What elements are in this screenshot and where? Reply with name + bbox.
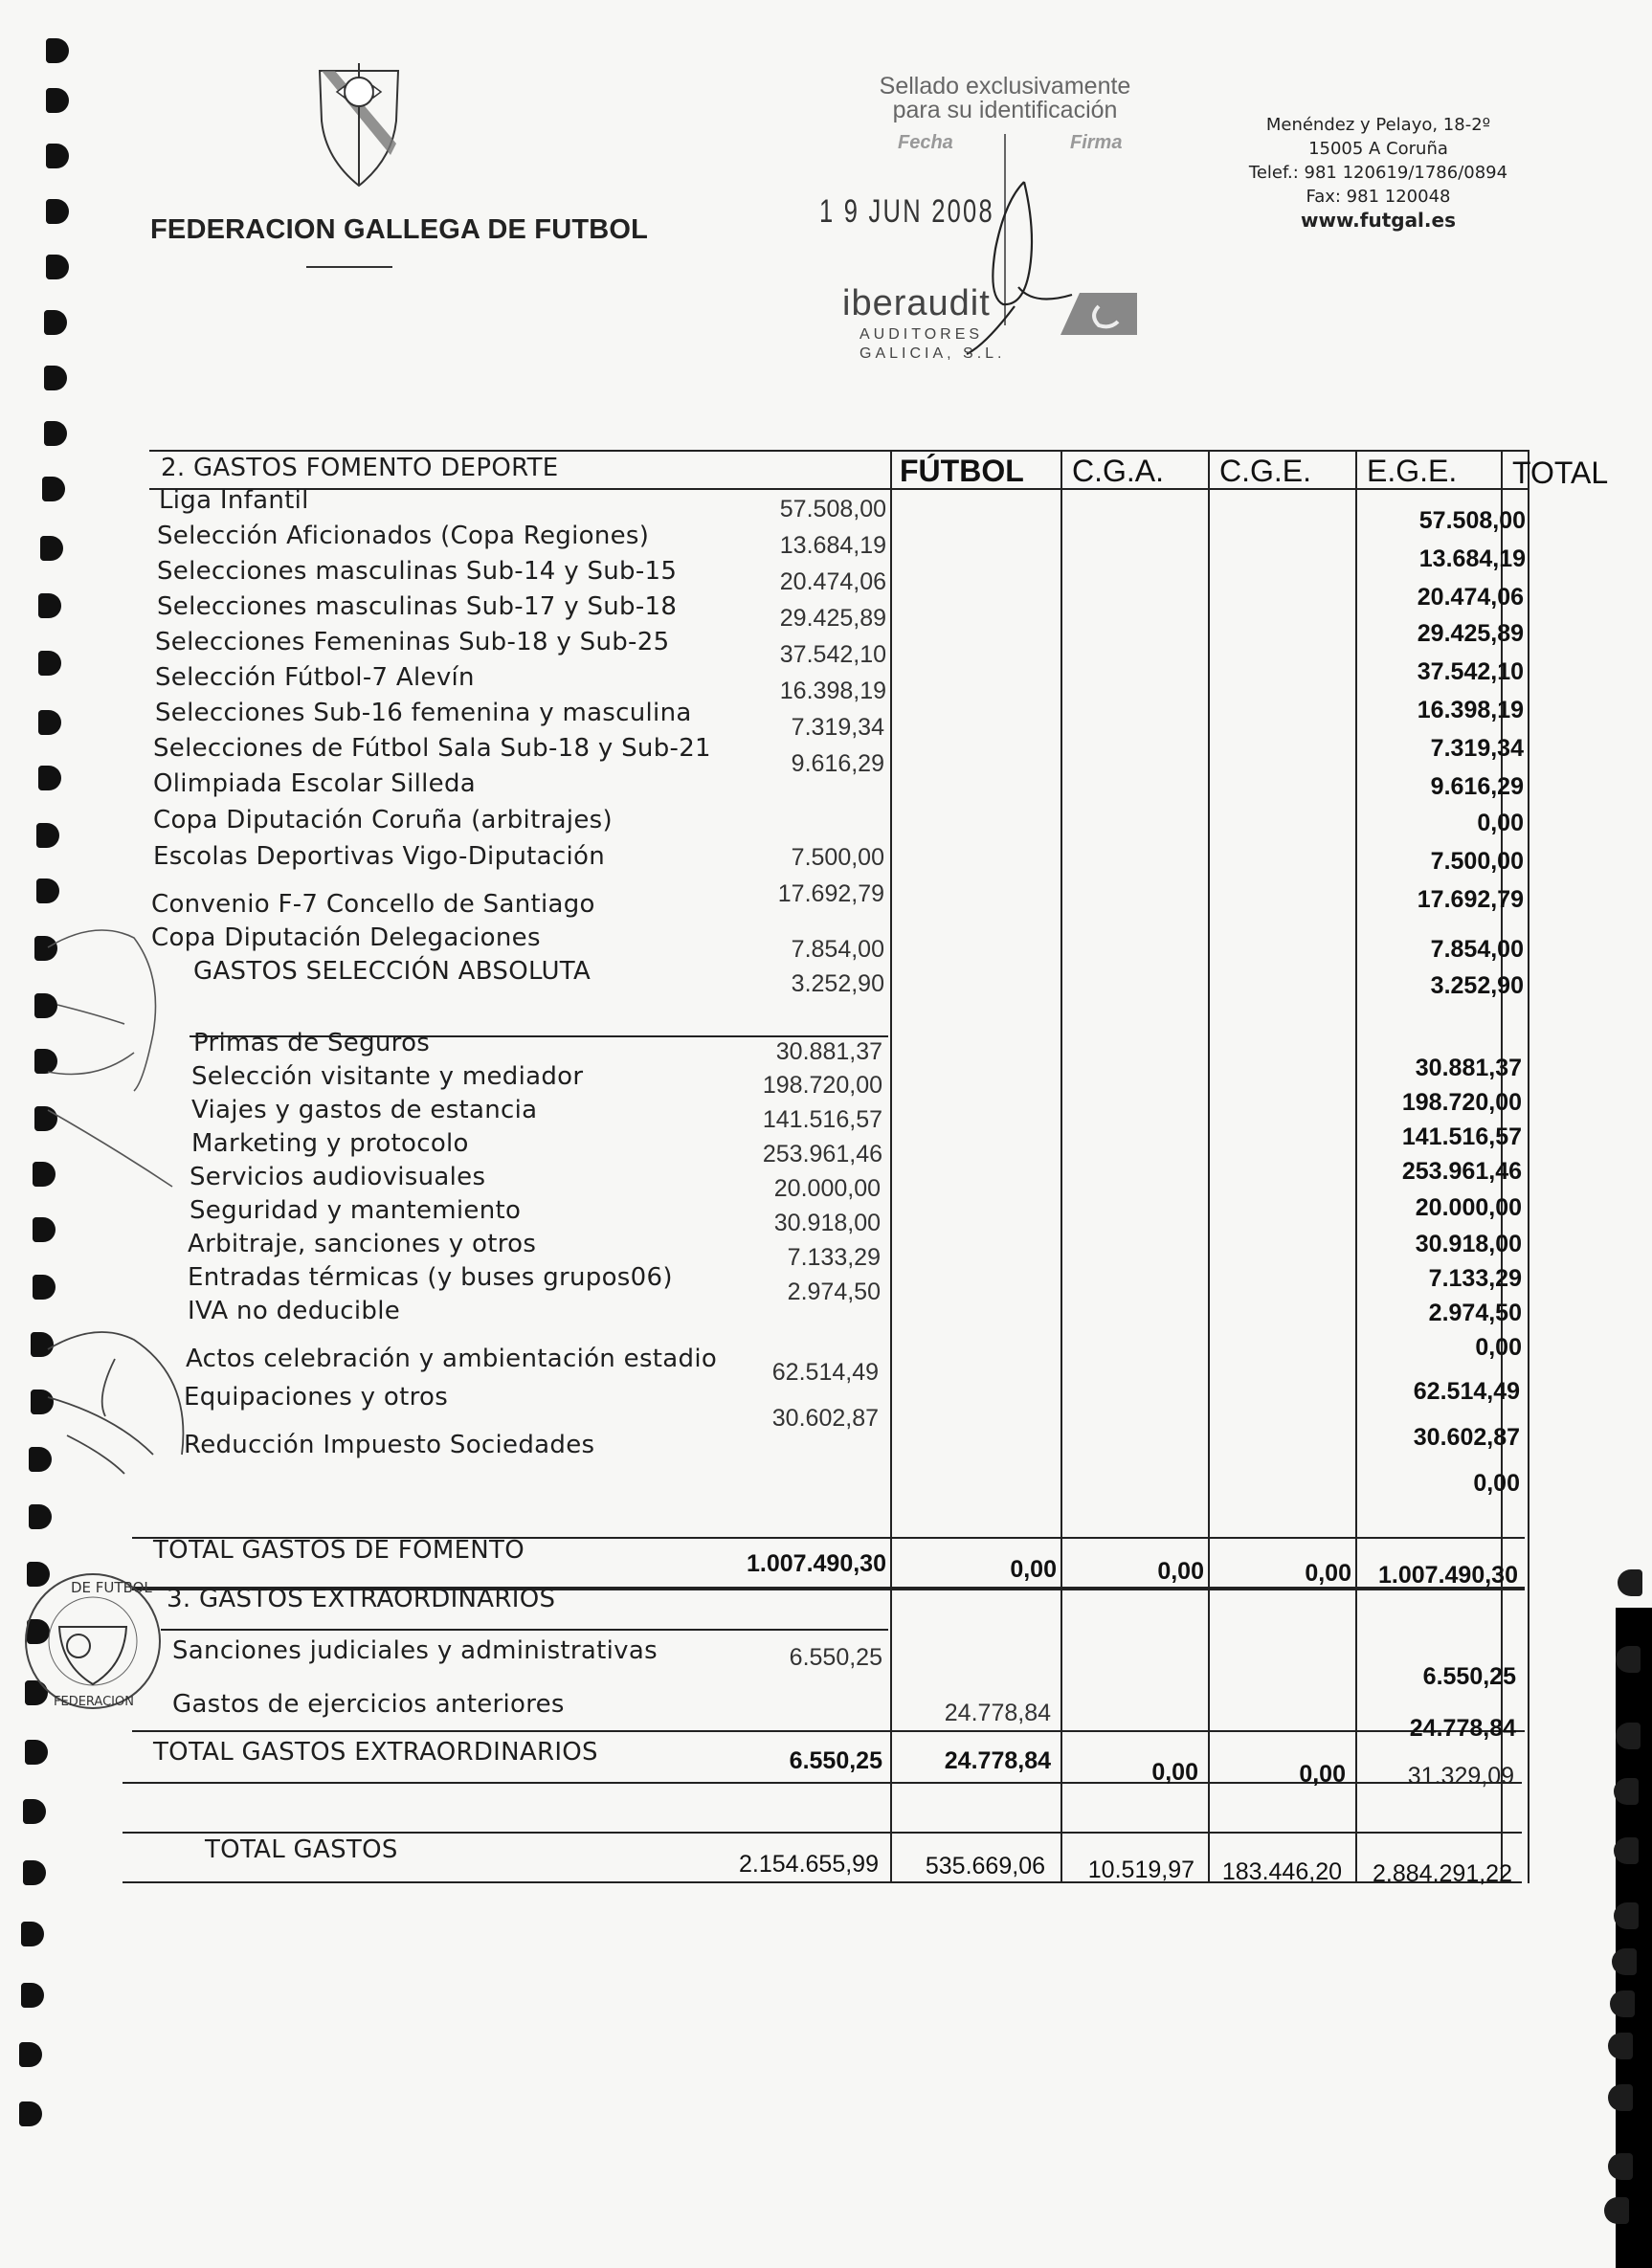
- binder-hole: [1616, 1723, 1641, 1749]
- binder-hole: [1612, 1948, 1637, 1975]
- binder-hole: [1618, 1569, 1642, 1596]
- table-rule: [123, 1832, 1522, 1834]
- binder-hole: [1608, 2153, 1633, 2180]
- row-label: Copa Diputación Delegaciones: [151, 923, 541, 952]
- row-label: Selección Aficionados (Copa Regiones): [157, 522, 650, 550]
- row-label: Servicios audiovisuales: [190, 1163, 486, 1191]
- cell-total: 3.252,90: [1430, 972, 1524, 999]
- cell-total: 24.778,84: [1409, 1715, 1516, 1742]
- total-extra-cge: 0,00: [1151, 1759, 1198, 1786]
- cell-futbol: 6.550,25: [789, 1644, 882, 1671]
- total-fomento-cge: 0,00: [1157, 1558, 1204, 1585]
- seal-text-top: DE FUTBOL: [71, 1579, 152, 1596]
- stamp-date: 1 9 JUN 2008: [819, 193, 994, 230]
- cell-futbol: 3.252,90: [791, 970, 884, 997]
- cell-futbol: 29.425,89: [779, 605, 886, 632]
- cell-total: 30.918,00: [1415, 1231, 1522, 1257]
- row-label: Olimpiada Escolar Silleda: [153, 769, 476, 798]
- cell-total: 7.319,34: [1430, 735, 1524, 762]
- cell-futbol: 20.000,00: [773, 1175, 881, 1202]
- binder-hole: [19, 2042, 42, 2067]
- cell-total: 7.133,29: [1428, 1265, 1522, 1292]
- row-label: Sanciones judiciales y administrativas: [172, 1636, 658, 1665]
- column-rule: [1060, 450, 1062, 1883]
- binder-hole: [44, 366, 67, 390]
- binder-hole: [23, 1860, 46, 1885]
- column-header-cge: C.G.E.: [1219, 454, 1312, 488]
- row-label: Selecciones Sub-16 femenina y masculina: [155, 699, 692, 727]
- binder-hole: [46, 199, 69, 224]
- row-label: Equipaciones y otros: [184, 1383, 449, 1412]
- stamp-firma-label: Firma: [1070, 132, 1123, 153]
- binder-hole: [44, 421, 67, 446]
- cell-futbol: 198.720,00: [762, 1072, 882, 1099]
- cell-futbol: 37.542,10: [779, 641, 886, 668]
- stamp-fecha-label: Fecha: [898, 132, 953, 153]
- binder-hole: [1614, 1902, 1639, 1929]
- total-fomento-total: 1.007.490,30: [1378, 1562, 1518, 1589]
- cell-futbol: 7.500,00: [791, 844, 884, 871]
- binder-hole: [46, 38, 69, 63]
- row-label: Gastos de ejercicios anteriores: [172, 1690, 565, 1719]
- column-header-total: TOTAL: [1512, 456, 1609, 490]
- total-extra-futbol: 6.550,25: [789, 1747, 882, 1774]
- table-rule: [132, 1730, 1525, 1732]
- column-header-ege: E.G.E.: [1367, 454, 1458, 488]
- row-label: Escolas Deportivas Vigo-Diputación: [153, 842, 605, 871]
- total-extra-cga: 24.778,84: [944, 1747, 1051, 1774]
- address-block: [1216, 113, 1541, 233]
- column-header-futbol: FÚTBOL: [900, 454, 1024, 488]
- cell-futbol: 30.918,00: [773, 1210, 881, 1236]
- row-label: IVA no deducible: [188, 1297, 401, 1325]
- cell-total: 253.961,46: [1401, 1158, 1522, 1185]
- cell-futbol: 2.974,50: [787, 1279, 881, 1305]
- cell-total: 7.500,00: [1430, 848, 1524, 875]
- table-rule: [161, 1629, 888, 1631]
- row-label: Seguridad y mantemiento: [190, 1196, 522, 1225]
- row-label: Selección visitante y mediador: [191, 1062, 584, 1091]
- row-label: Selecciones Femeninas Sub-18 y Sub-25: [155, 628, 670, 656]
- shield-crest-icon: [316, 63, 402, 188]
- cell-futbol: 253.961,46: [762, 1141, 882, 1167]
- total-extra-ege: 0,00: [1299, 1761, 1346, 1788]
- binder-hole: [38, 766, 61, 790]
- table-rule: [149, 488, 1529, 490]
- table-rule: [149, 450, 1529, 452]
- binder-hole: [42, 477, 65, 501]
- total-extra-total: 31.329,09: [1407, 1763, 1514, 1790]
- row-label: Viajes y gastos de estancia: [191, 1096, 538, 1124]
- binder-hole: [21, 1983, 44, 2008]
- total-extra-label: TOTAL GASTOS EXTRAORDINARIOS: [153, 1738, 598, 1767]
- address-fax: Fax: 981 120048: [1306, 187, 1451, 207]
- cell-total: 0,00: [1473, 1470, 1520, 1497]
- binder-hole: [36, 878, 59, 903]
- cell-futbol: 13.684,19: [779, 532, 886, 559]
- cell-total: 6.550,25: [1422, 1663, 1516, 1690]
- cell-futbol: 141.516,57: [762, 1106, 882, 1133]
- cell-futbol: 16.398,19: [779, 678, 886, 704]
- cell-total: 13.684,19: [1418, 545, 1526, 572]
- expense-table: [123, 450, 1609, 1904]
- binder-hole: [46, 88, 69, 113]
- auditor-brand: iberaudit: [842, 283, 991, 323]
- divider: [306, 266, 392, 268]
- address-phone: Telef.: 981 120619/1786/0894: [1248, 163, 1508, 183]
- audit-stamp-title: [861, 75, 1149, 122]
- binder-hole: [40, 536, 63, 561]
- row-label: Entradas térmicas (y buses grupos06): [188, 1263, 673, 1292]
- cell-total: 20.474,06: [1417, 584, 1524, 611]
- cell-total: 20.000,00: [1415, 1194, 1522, 1221]
- cell-total: 198.720,00: [1401, 1089, 1522, 1116]
- binder-hole: [46, 255, 69, 279]
- federation-seal-icon: [21, 1569, 165, 1713]
- cell-total: 62.514,49: [1413, 1378, 1520, 1405]
- column-rule: [1355, 450, 1357, 1883]
- column-rule: [1528, 450, 1529, 1883]
- row-label: Selecciones masculinas Sub-14 y Sub-15: [157, 557, 678, 586]
- cell-total: 0,00: [1477, 810, 1524, 836]
- cell-futbol: 9.616,29: [791, 750, 884, 777]
- stamp-line-2: para su identificación: [892, 97, 1118, 123]
- cell-total: 37.542,10: [1417, 658, 1524, 685]
- cell-futbol: 7.319,34: [791, 714, 884, 741]
- binder-hole: [1604, 2197, 1629, 2224]
- binder-hole: [29, 1504, 52, 1529]
- cell-futbol: 30.602,87: [771, 1405, 879, 1432]
- binder-hole: [38, 710, 61, 735]
- binder-hole: [19, 2101, 42, 2126]
- row-label: Actos celebración y ambientación estadio: [186, 1345, 718, 1373]
- website-link[interactable]: www.futgal.es: [1301, 209, 1456, 232]
- binder-hole: [46, 144, 69, 168]
- column-rule: [1208, 450, 1210, 1883]
- cell-futbol: 7.854,00: [791, 936, 884, 963]
- cell-total: 0,00: [1475, 1334, 1522, 1361]
- row-label: Selecciones masculinas Sub-17 y Sub-18: [157, 592, 678, 621]
- seal-text-bottom: FEDERACION: [54, 1695, 134, 1709]
- binder-hole: [44, 310, 67, 335]
- row-label: Selecciones de Fútbol Sala Sub-18 y Sub-21: [153, 734, 711, 763]
- cell-futbol: 57.508,00: [779, 496, 886, 523]
- organization-name: FEDERACION GALLEGA DE FUTBOL: [150, 214, 649, 245]
- binder-hole: [1610, 1990, 1635, 2017]
- row-label: Primas de Seguros: [193, 1029, 431, 1057]
- row-label: Convenio F-7 Concello de Santiago: [151, 890, 595, 919]
- total-gastos-label: TOTAL GASTOS: [205, 1835, 398, 1864]
- section-title: 2. GASTOS FOMENTO DEPORTE: [161, 454, 559, 482]
- total-fomento-futbol: 1.007.490,30: [747, 1550, 886, 1577]
- cell-total: 7.854,00: [1430, 936, 1524, 963]
- cell-total: 29.425,89: [1417, 620, 1524, 647]
- cell-total: 9.616,29: [1430, 773, 1524, 800]
- cell-futbol: 20.474,06: [779, 568, 886, 595]
- total-gastos-cge: 10.519,97: [1087, 1857, 1194, 1883]
- total-gastos-cga: 535.669,06: [925, 1853, 1045, 1879]
- row-label: Marketing y protocolo: [191, 1129, 469, 1158]
- cell-total: 141.516,57: [1401, 1123, 1522, 1150]
- row-label: Arbitraje, sanciones y otros: [188, 1230, 537, 1258]
- address-street: Menéndez y Pelayo, 18-2º: [1265, 115, 1491, 135]
- total-fomento-ege: 0,00: [1305, 1560, 1351, 1587]
- binder-hole: [21, 1922, 44, 1946]
- binder-hole: [36, 823, 59, 848]
- auditor-subtitle: [859, 325, 1005, 364]
- row-label: Selección Fútbol-7 Alevín: [155, 663, 475, 692]
- binder-hole: [1608, 2084, 1633, 2111]
- cell-total: 17.692,79: [1417, 886, 1524, 913]
- cell-total: 30.881,37: [1415, 1055, 1522, 1081]
- total-gastos-total: 2.884.291,22: [1373, 1860, 1512, 1887]
- extra-section-title: 3. GASTOS EXTRAORDINARIOS: [167, 1585, 556, 1613]
- auditor-sub-2: GALICIA, S.L.: [859, 345, 1006, 362]
- subsection-title: GASTOS SELECCIÓN ABSOLUTA: [193, 957, 592, 986]
- column-header-cga: C.G.A.: [1072, 454, 1165, 488]
- column-rule: [890, 450, 892, 1883]
- handwritten-initials-icon: [38, 919, 230, 1493]
- cell-total: 57.508,00: [1418, 507, 1526, 534]
- binder-hole: [38, 651, 61, 676]
- address-city: 15005 A Coruña: [1308, 139, 1448, 159]
- cell-total: 2.974,50: [1428, 1300, 1522, 1326]
- row-label: Reducción Impuesto Sociedades: [184, 1431, 595, 1459]
- stamp-line-1: Sellado exclusivamente: [879, 73, 1131, 100]
- auditor-logo-icon: [1060, 287, 1137, 335]
- binder-hole: [1614, 1837, 1639, 1864]
- total-fomento-cga: 0,00: [1010, 1556, 1057, 1583]
- row-label: Copa Diputación Coruña (arbitrajes): [153, 806, 613, 834]
- binder-hole: [23, 1799, 46, 1824]
- binder-hole: [1608, 2033, 1633, 2059]
- binder-hole: [1616, 1646, 1641, 1673]
- cell-total: 30.602,87: [1413, 1424, 1520, 1451]
- total-gastos-futbol: 2.154.655,99: [739, 1851, 879, 1878]
- binder-hole: [25, 1740, 48, 1765]
- total-gastos-ege: 183.446,20: [1221, 1858, 1342, 1885]
- cell-futbol: 7.133,29: [787, 1244, 881, 1271]
- cell-total: 16.398,19: [1417, 697, 1524, 723]
- cell-futbol: 30.881,37: [775, 1038, 882, 1065]
- auditor-sub-1: AUDITORES: [859, 326, 984, 343]
- binder-hole: [1614, 1778, 1639, 1805]
- binder-hole: [38, 593, 61, 618]
- row-label: Liga Infantil: [159, 486, 309, 515]
- cell-futbol: 17.692,79: [777, 880, 884, 907]
- cell-cga: 24.778,84: [944, 1700, 1051, 1726]
- total-fomento-label: TOTAL GASTOS DE FOMENTO: [153, 1536, 525, 1565]
- cell-futbol: 62.514,49: [771, 1359, 879, 1386]
